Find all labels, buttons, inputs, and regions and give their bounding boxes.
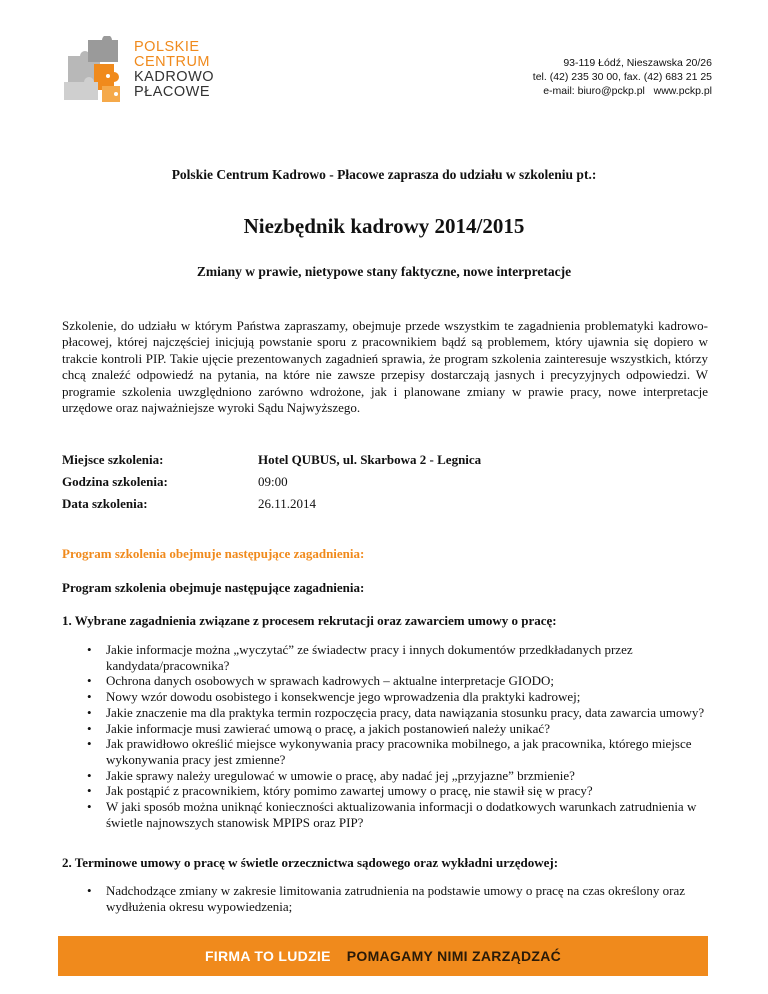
- section-1-list: [62, 642, 716, 830]
- list-item: • Ochrona danych osobowych w sprawach kadrowych – aktualne interpretacje GIODO;: [106, 673, 716, 689]
- list-item: • Jakie informacje musi zawierać umową o pracę, a jakich postanowień należy unikać?: [106, 721, 716, 737]
- section-2-list: [62, 883, 716, 914]
- detail-value: 09:00: [258, 474, 288, 489]
- footer-slogan: [58, 948, 708, 964]
- detail-value: Hotel QUBUS, ul. Skarbowa 2 - Legnica: [258, 452, 482, 467]
- list-item: • W jaki sposób można uniknąć konieczności aktualizowania informacji o dodatkowych warunkach zatrudnienia w świetle najnowszych stanowisk MPIPS oraz PIP?: [106, 799, 716, 830]
- list-item: • Jakie sprawy należy uregulować w umowie o pracę, aby nadać jej „przyjazne” brzmienie?: [106, 768, 716, 784]
- contact-block: [533, 56, 712, 98]
- training-description: Szkolenie, do udziału w którym Państwa zapraszamy, obejmuje przede wszystkim te zagadnienia problematyki kadrowo-płacowej, której najczęściej inicjują powstanie sporu z pracownikiem bądź są problemem, który ujawnia się dopiero w trakcie kontroli PIP. Takie ujęcie prezentowanych zagadnień sprawia, że program szkolenia zainteresuje wszystkich, którzy chcą znaleźć odpowiedź na pytania, na które nie zawsze przepisy dostarczają jasnych i precyzyjnych odpowiedzi. W programie szkolenia uwzględniono zarówno wdrożone, jak i planowane zmiany w prawie pracy, nowe interpretacje urzędowe oraz najważniejsze wyroki Sądu Najwyższego.: [62, 318, 708, 416]
- list-item: • Jakie znaczenie ma dla praktyka termin rozpoczęcia pracy, data nawiązania stosunku pracy, data zawarcia umowy?: [106, 705, 716, 721]
- footer-slogan-part-2: POMAGAMY NIMI ZARZĄDZAĆ: [346, 948, 562, 964]
- logo-line-3: KADROWO: [134, 69, 215, 85]
- list-item: • Jakie informacje można „wyczytać” ze świadectw pracy i innych dokumentów przedkładanych przez kandydata/pracownika?: [106, 642, 716, 673]
- detail-label: Miejsce szkolenia:: [62, 452, 164, 467]
- training-title: Niezbędnik kadrowy 2014/2015: [243, 214, 525, 238]
- list-item: • Nadchodzące zmiany w zakresie limitowania zatrudnienia na podstawie umowy o pracę na czas określony oraz wydłużenia okresu wypowiedzenia;: [106, 883, 716, 914]
- program-heading-highlight: Program szkolenia obejmuje następujące zagadnienia:: [62, 546, 365, 561]
- puzzle-logo-icon: [58, 36, 134, 106]
- detail-value: 26.11.2014: [258, 496, 317, 511]
- contact-email-web[interactable]: e-mail: biuro@pckp.pl www.pckp.pl: [543, 85, 712, 97]
- logo-wordmark: [134, 40, 214, 100]
- company-logo: [58, 36, 218, 106]
- training-details: [62, 452, 481, 518]
- list-item: • Nowy wzór dowodu osobistego i konsekwencje jego wprowadzenia dla praktyki kadrowej;: [106, 689, 716, 705]
- list-item: • Jak postąpić z pracownikiem, który pomimo zawartej umowy o pracę, nie stawił się w pracy?: [106, 783, 716, 799]
- detail-row-location: [62, 452, 481, 474]
- detail-row-time: [62, 474, 481, 496]
- program-heading: Program szkolenia obejmuje następujące zagadnienia:: [62, 580, 365, 595]
- invitation-heading: Polskie Centrum Kadrowo - Płacowe zaprasza do udziału w szkoleniu pt.:: [171, 167, 597, 182]
- logo-line-4: PŁACOWE: [134, 84, 211, 100]
- footer-slogan-part-1: FIRMA TO LUDZIE: [204, 948, 331, 964]
- detail-label: Godzina szkolenia:: [62, 474, 168, 489]
- logo-line-2: CENTRUM: [134, 54, 210, 70]
- detail-row-date: [62, 496, 481, 518]
- footer-banner: [58, 936, 708, 976]
- section-2-title: 2. Terminowe umowy o pracę w świetle orzecznictwa sądowego oraz wykładni urzędowej:: [62, 855, 559, 870]
- detail-label: Data szkolenia:: [62, 496, 148, 511]
- contact-phones: tel. (42) 235 30 00, fax. (42) 683 21 25: [532, 71, 712, 83]
- contact-address: 93-119 Łódź, Nieszawska 20/26: [563, 57, 712, 69]
- list-item: • Jak prawidłowo określić miejsce wykonywania pracy pracownika mobilnego, a jak pracownika, którego miejsce wykonywania pracy jest zmienne?: [106, 736, 716, 767]
- training-subtitle: Zmiany w prawie, nietypowe stany faktyczne, nowe interpretacje: [196, 264, 572, 279]
- section-1-title: 1. Wybrane zagadnienia związane z procesem rekrutacji oraz zawarciem umowy o pracę:: [62, 613, 557, 628]
- logo-line-1: POLSKIE: [134, 39, 200, 55]
